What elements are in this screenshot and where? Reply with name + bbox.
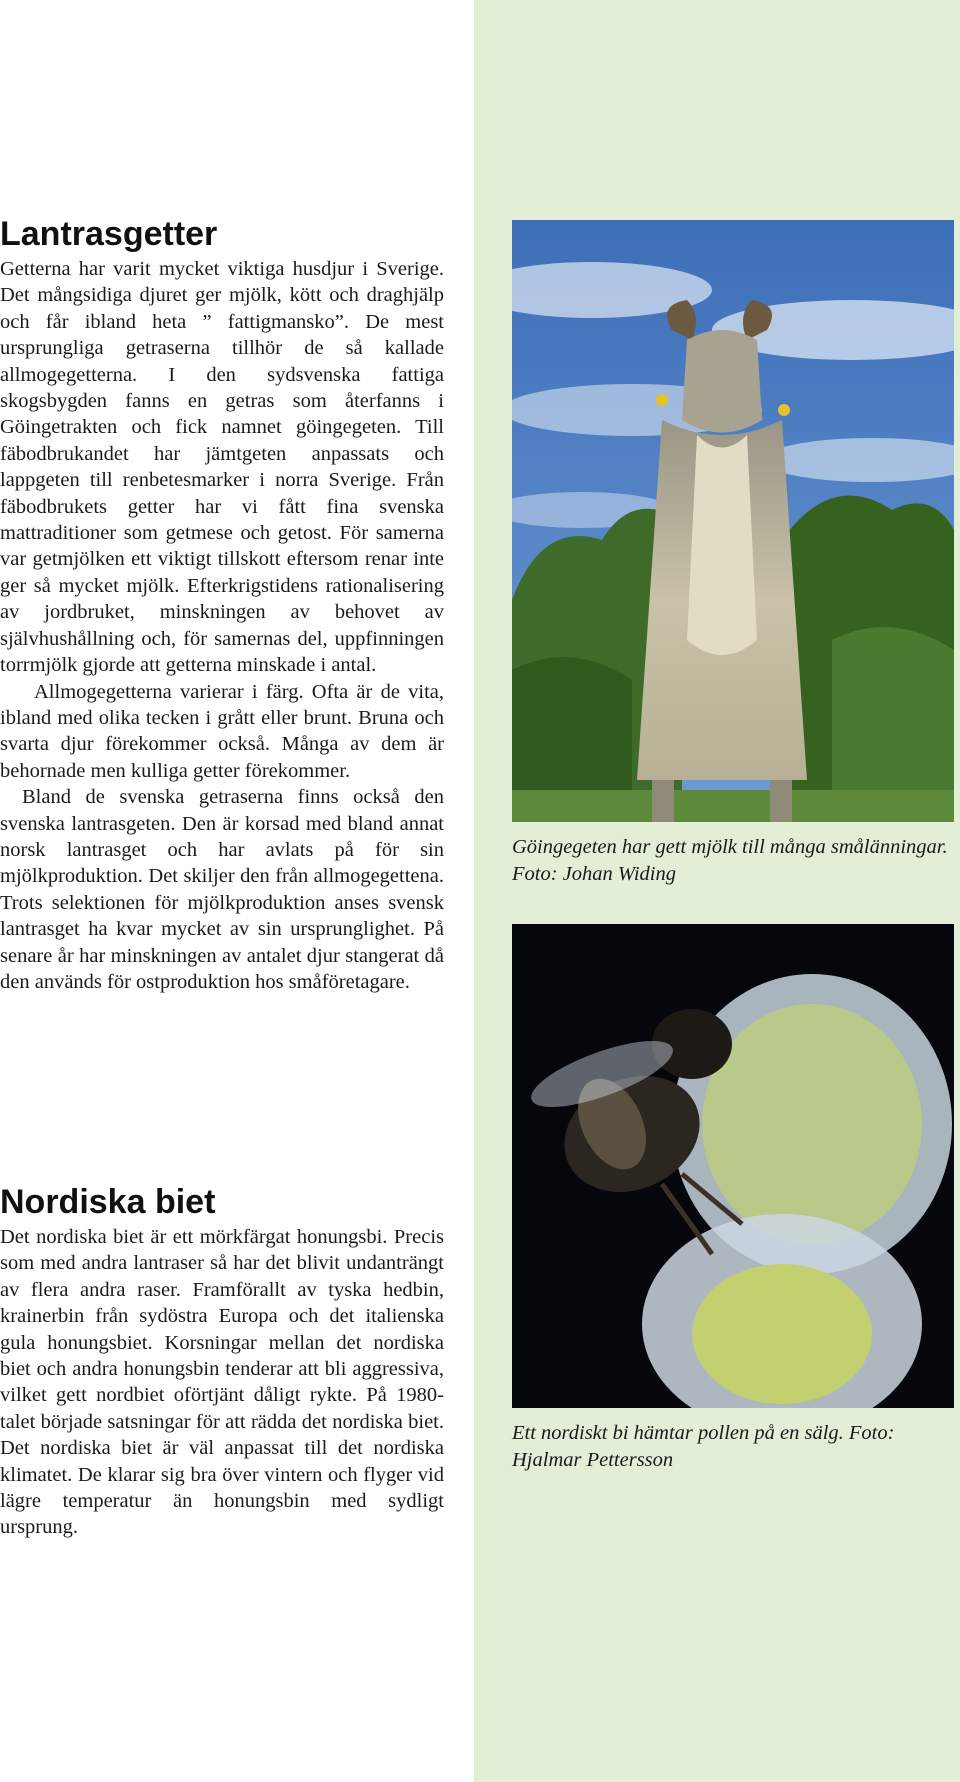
body-paragraph: Bland de svenska getraserna finns också den svenska lantrasgeten. Den är korsad med bland annat norsk lantrasget och har avlats på för sin mjölkproduktion. Det skiljer den från allmogegettena. Trots selektionen för mjölkproduktion anses svensk lantrasget ha kvar mycket av sin ursprunglighet. På senare år har minskningen av antalet djur stangerat då den används för ostproduktion hos småföretagare.	[0, 786, 444, 993]
section-nordiska-biet	[0, 1180, 444, 1541]
body-paragraph: Getterna har varit mycket viktiga husdjur i Sverige. Det mångsidiga djuret ger mjölk, kött och draghjälp och får ibland heta ” fattigmansko”. De mest ursprungliga getraserna tillhör de så kallade allmogegetterna. I den sydsvenska fattiga skogsbygden fanns en getras som återfanns i Göingetrakten och fick namnet göingegeten. Till fäbodbrukandet har jämtgeten anpassats och lappgeten till renbetesmarker i norra Sverige. Från fäbodbrukets getter har vi fått fina svenska mattraditioner som getmese och getost. För samerna var getmjölken ett viktigt tillskott eftersom renar inte ger så mycket mjölk. Efterkrigstidens rationalisering av jordbruket, minskningen av behovet av självhushållning och, för samernas del, uppfinningen torrmjölk gjorde att getterna minskade i antal.	[0, 258, 444, 677]
figure-goat	[512, 220, 954, 888]
goat-photo	[512, 220, 954, 822]
body-paragraph: Allmogegetterna varierar i färg. Ofta är de vita, ibland med olika tecken i grått eller brunt. Bruna och svarta djur förekommer också. Många av dem är behornade men kulliga getter förekommer.	[0, 680, 444, 782]
bee-photo	[512, 924, 954, 1408]
figure-caption: Göingegeten har gett mjölk till många smålänningar. Foto: Johan Widing	[512, 836, 948, 885]
figure-bee	[512, 924, 954, 1474]
section-heading: Lantrasgetter	[0, 215, 218, 253]
figure-caption: Ett nordiskt bi hämtar pollen på en sälg. Foto: Hjalmar Pettersson	[512, 1422, 895, 1471]
section-lantrasgetter	[0, 212, 444, 995]
body-paragraph: Det nordiska biet är ett mörkfärgat honungsbi. Precis som med andra lantraser så har det blivit undanträngt av flera andra raser. Framförallt av tyska hedbin, krainerbin från sydöstra Europa och det italienska gula honungsbiet. Korsningar mellan det nordiska biet och andra honungsbin tenderar att bli aggressiva, vilket gett nordbiet oförtjänt dåligt rykte. På 1980-talet började satsningar för att rädda det nordiska biet. Det nordiska biet är väl anpassat till det nordiska klimatet. De klarar sig bra över vintern och flyger vid lägre temperatur än honungsbin med sydligt ursprung.	[0, 1226, 444, 1539]
section-heading: Nordiska biet	[0, 1183, 216, 1221]
